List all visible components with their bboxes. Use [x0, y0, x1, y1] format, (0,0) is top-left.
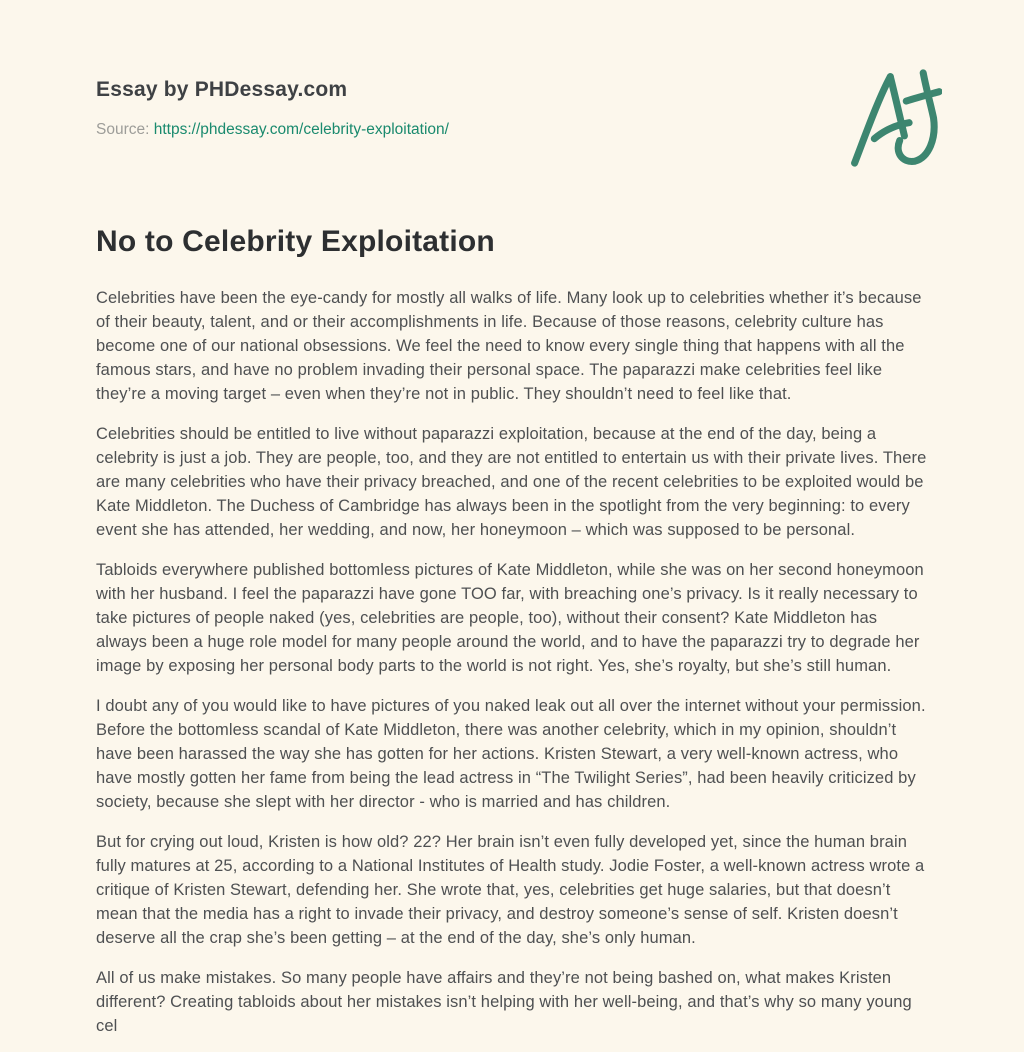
essay-paragraph-4: I doubt any of you would like to have pictures of you naked leak out all over the internet without your permission. Before the bottomless scandal of Kate Middleton, there was another celebrity, which in my opinion, shouldn’t have been harassed the way she has gotten for her actions. Kristen Stewart, a very well-known actress, who have mostly gotten her fame from being the lead actress in “The Twilight Series”, had been heavily criticized by society, because she slept with her director - who is married and has children. — [96, 697, 926, 811]
a-plus-logo-icon — [848, 68, 942, 168]
source-label: Source: — [96, 121, 150, 138]
essay-paragraph-2: Celebrities should be entitled to live without paparazzi exploitation, because at the end of the day, being a celebrity is just a job. They are people, too, and they are not entitled to entertain us with their private lives. There are many celebrities who have their privacy breached, and one of the recent celebrities to be exploited would be Kate Middleton. The Duchess of Cambridge has always been in the spotlight from the very beginning: to every event she has attended, her wedding, and now, her honeymoon – which was supposed to be personal. — [96, 425, 927, 539]
essay-paragraph-5: But for crying out loud, Kristen is how old? 22? Her brain isn’t even fully developed yet, since the human brain fully matures at 25, according to a National Institutes of Health study. Jodie Foster, a well-known actress wrote a critique of Kristen Stewart, defending her. She wrote that, yes, celebrities get huge salaries, but that doesn’t mean that the media has a right to invade their privacy, and destroy someone’s sense of self. Kristen doesn’t deserve all the crap she’s been getting – at the end of the day, she’s only human. — [96, 833, 925, 947]
essay-body — [96, 286, 928, 1038]
a-plus-logo-strokes — [855, 73, 940, 163]
source-line — [96, 121, 928, 139]
essay-paragraph-3: Tabloids everywhere published bottomless pictures of Kate Middleton, while she was on her second honeymoon with her husband. I feel the paparazzi have gone TOO far, with breaching one’s privacy. Is it really necessary to take pictures of people naked (yes, celebrities are people, too), without their consent? Kate Middleton has always been a huge role model for many people around the world, and to have the paparazzi try to degrade her image by exposing her personal body parts to the world is not right. Yes, she’s royalty, but she’s still human. — [96, 561, 924, 675]
source-url-link[interactable]: https://phdessay.com/celebrity-exploitation/ — [153, 121, 449, 138]
page-title: No to Celebrity Exploitation — [96, 225, 495, 258]
essay-paragraph-6: All of us make mistakes. So many people have affairs and they’re not being bashed on, what makes Kristen different? Creating tabloids about her mistakes isn’t helping with her well-being, and that’s why so many young cel — [96, 969, 912, 1035]
essay-by-label: Essay by PHDessay.com — [96, 78, 348, 101]
essay-paragraph-1: Celebrities have been the eye-candy for mostly all walks of life. Many look up to celebrities whether it’s because of their beauty, talent, and or their accomplishments in life. Because of those reasons, celebrity culture has become one of our national obsessions. We feel the need to know every single thing that happens with all the famous stars, and have no problem invading their personal space. The paparazzi make celebrities feel like they’re a moving target – even when they’re not in public. They shouldn’t need to feel like that. — [96, 289, 922, 403]
